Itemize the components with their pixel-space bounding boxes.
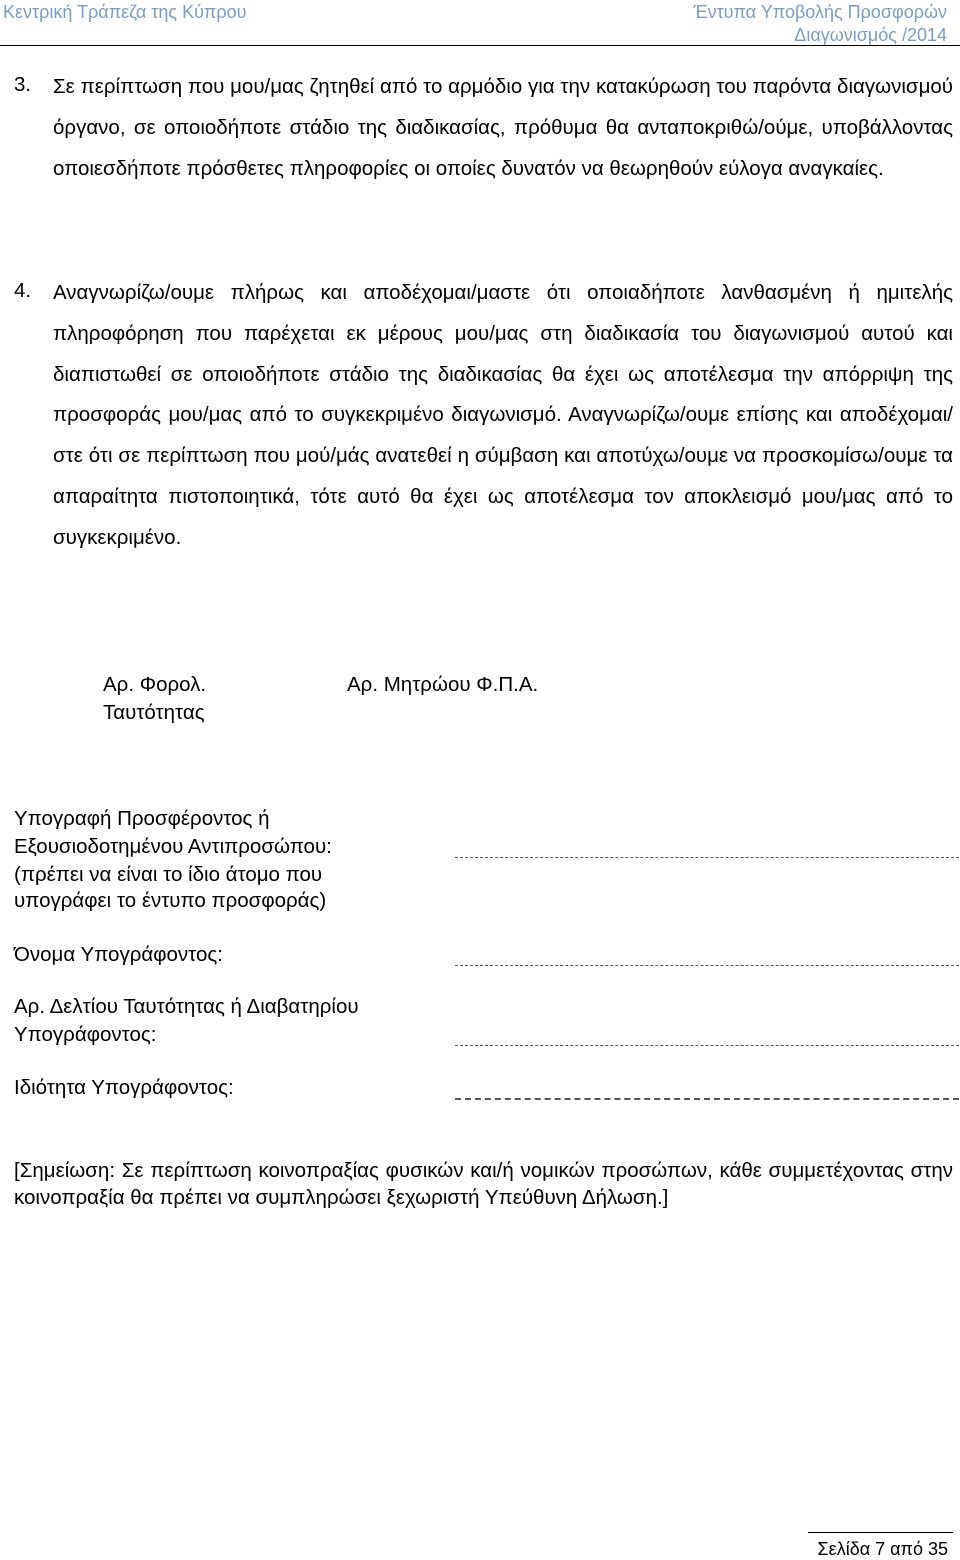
signer-name-label: Όνομα Υπογράφοντος: (14, 943, 223, 966)
item-3-text: Σε περίπτωση που μου/μας ζητηθεί από το αρμόδιο για την κατακύρωση του παρόντα διαγωνισμού όργανο, σε οποιοδήποτε στάδιο της διαδικασίας, πρόθυμα θα ανταποκριθώ/ούμε, υποβάλλοντας οποιεσδήποτε πρόσθετες πληροφορίες οι οποίες δυνατόν να θεωρηθούν εύλογα αναγκαίες. (53, 75, 953, 180)
header-rule (0, 45, 960, 46)
signer-capacity-field-line[interactable] (455, 1098, 959, 1100)
footer-rule (808, 1532, 953, 1533)
header-organization: Κεντρική Τράπεζα της Κύπρου (3, 2, 247, 22)
note-paragraph: [Σημείωση: Σε περίπτωση κοινοπραξίας φυσικών και/ή νομικών προσώπων, κάθε συμμετέχοντας στην κοινοπραξία θα πρέπει να συμπληρώσει ξεχωριστή Υπεύθυνη Δήλωση.] (14, 1159, 953, 1209)
signer-id-label-line1: Αρ. Δελτίου Ταυτότητας ή Διαβατηρίου (14, 995, 359, 1018)
header-tender-ref: Διαγωνισμός /2014 (794, 25, 947, 45)
signer-capacity-label: Ιδιότητα Υπογράφοντος: (14, 1076, 234, 1099)
signer-id-label-line2: Υπογράφοντος: (14, 1023, 157, 1046)
page-number: Σελίδα 7 από 35 (817, 1539, 948, 1559)
signer-id-field-line[interactable] (455, 1045, 959, 1046)
header-form-title: Έντυπα Υποβολής Προσφορών (693, 2, 947, 22)
item-4-number: 4. (14, 279, 32, 302)
item-3-number: 3. (14, 73, 32, 96)
signer-name-field-line[interactable] (455, 965, 959, 966)
tax-id-label-line1: Αρ. Φορολ. (103, 673, 207, 696)
signature-label-line1: Υπογραφή Προσφέροντος ή (14, 807, 270, 830)
signature-label-line2: Εξουσιοδοτημένου Αντιπροσώπου: (14, 835, 332, 858)
signature-label-line4: υπογράφει το έντυπο προσφοράς) (14, 889, 327, 912)
signature-field-line[interactable] (455, 857, 959, 858)
item-4-text: Αναγνωρίζω/ουμε πλήρως και αποδέχομαι/μαστε ότι οποιαδήποτε λανθασμένη ή ημιτελής πληροφόρηση που παρέχεται εκ μέρους μου/μας στη διαδικασία του διαγωνισμού αυτού και διαπιστωθεί σε οποιοδήποτε στάδιο της διαδικασίας θα έχει ως αποτέλεσμα την απόρριψη της προσφοράς μου/μας από το συγκεκριμένο διαγωνισμό. Αναγνωρίζω/ουμε επίσης και αποδέχομαι/στε ότι σε περίπτωση που μού/μάς ανατεθεί η σύμβαση και αποτύχω/ουμε να προσκομίσω/ουμε τα απαραίτητα πιστοποιητικά, τότε αυτό θα έχει ως αποτέλεσμα τον αποκλεισμό μου/μας από το συγκεκριμένο. (53, 281, 953, 549)
signature-label-line3: (πρέπει να είναι το ίδιο άτομο που (14, 863, 323, 886)
page-header (0, 0, 960, 46)
vat-registry-label: Αρ. Μητρώου Φ.Π.Α. (347, 673, 539, 696)
tax-id-label-line2: Ταυτότητας (103, 701, 205, 724)
